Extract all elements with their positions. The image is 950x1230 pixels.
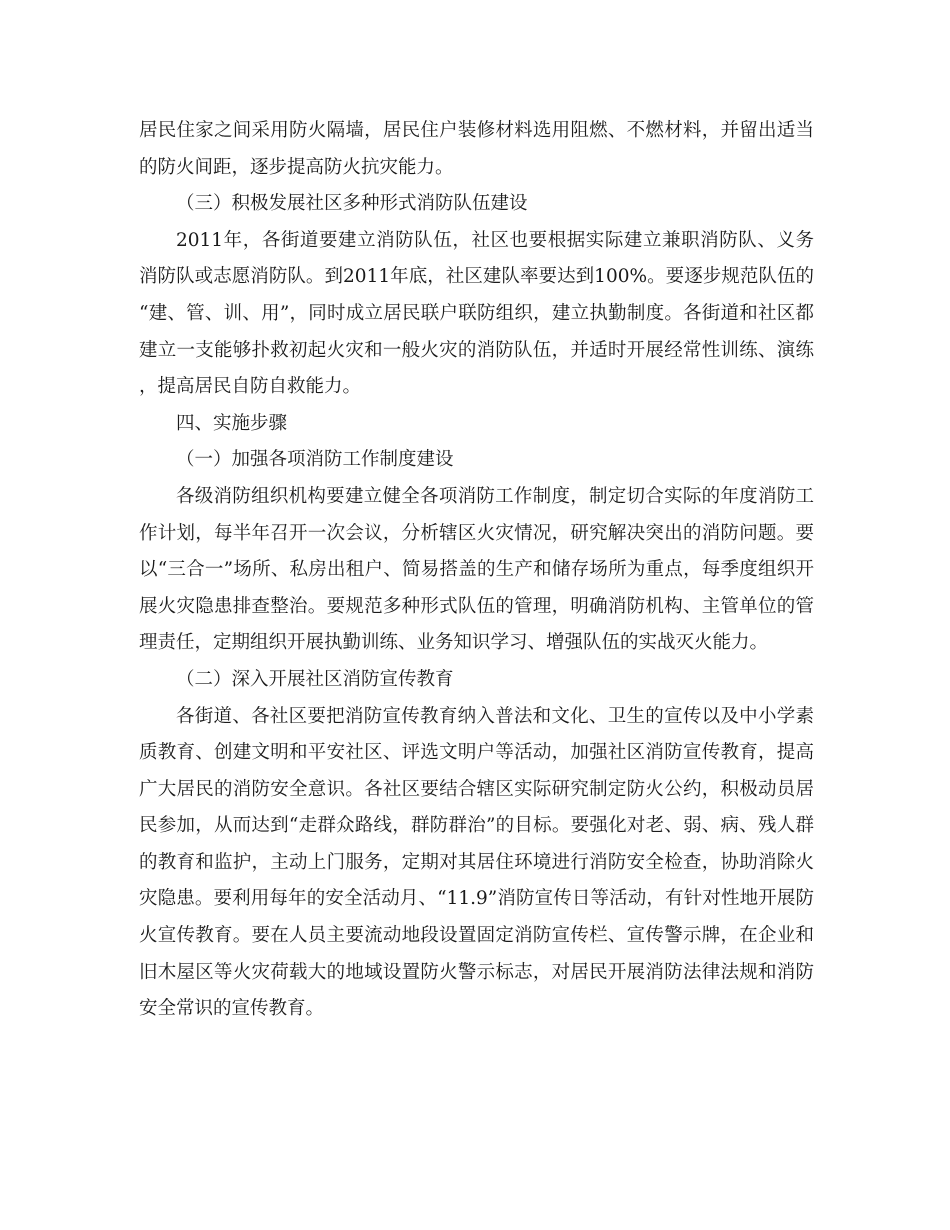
document-body (139, 113, 814, 1028)
paragraph-education: 各街道、各社区要把消防宣传教育纳入普法和文化、卫生的宣传以及中小学素质教育、创建文明和平安社区、评选文明户等活动，加强社区消防宣传教育，提高广大居民的消防安全意识。各社区要结合辖区实际研究制定防火公约，积极动员居民参加，从而达到“走群众路线，群防群治”的目标。要强化对老、弱、病、残人群的教育和监护，主动上门服务，定期对其居住环境进行消防安全检查，协助消除火灾隐患。要利用每年的安全活动月、“11.9”消防宣传日等活动，有针对性地开展防火宣传教育。要在人员主要流动地段设置固定消防宣传栏、宣传警示牌，在企业和旧木屋区等火灾荷载大的地域设置防火警示标志，对居民开展消防法律法规和消防安全常识的宣传教育。 (139, 705, 814, 1020)
paragraph-system-building: 各级消防组织机构要建立健全各项消防工作制度，制定切合实际的年度消防工作计划，每半年召开一次会议，分析辖区火灾情况，研究解决突出的消防问题。要以“三合一”场所、私房出租户、简易搭盖的生产和储存场所为重点，每季度组织开展火灾隐患排查整治。要规范多种形式队伍的管理，明确消防机构、主管单位的管理责任，定期组织开展执勤训练、业务知识学习、增强队伍的实战灭火能力。 (139, 485, 814, 654)
subheading-education: （二）深入开展社区消防宣传教育 (176, 668, 454, 690)
paragraph-team-building: 2011年，各街道要建立消防队伍，社区也要根据实际建立兼职消防队、义务消防队或志愿消防队。到2011年底，社区建队率要达到100%。要逐步规范队伍的“建、管、训、用”，同时成立居民联户联防组织，建立执勤制度。各街道和社区都建立一支能够扑救初起火灾和一般火灾的消防队伍，并适时开展经常性训练、演练，提高居民自防自救能力。 (139, 229, 814, 398)
subheading-system-building: （一）加强各项消防工作制度建设 (176, 449, 454, 471)
subheading-team-building: （三）积极发展社区多种形式消防队伍建设 (176, 193, 528, 215)
heading-implementation-steps: 四、实施步骤 (176, 412, 288, 434)
paragraph-continued: 居民住家之间采用防火隔墙，居民住户装修材料选用阻燃、不燃材料，并留出适当的防火间距，逐步提高防火抗灾能力。 (139, 120, 814, 178)
